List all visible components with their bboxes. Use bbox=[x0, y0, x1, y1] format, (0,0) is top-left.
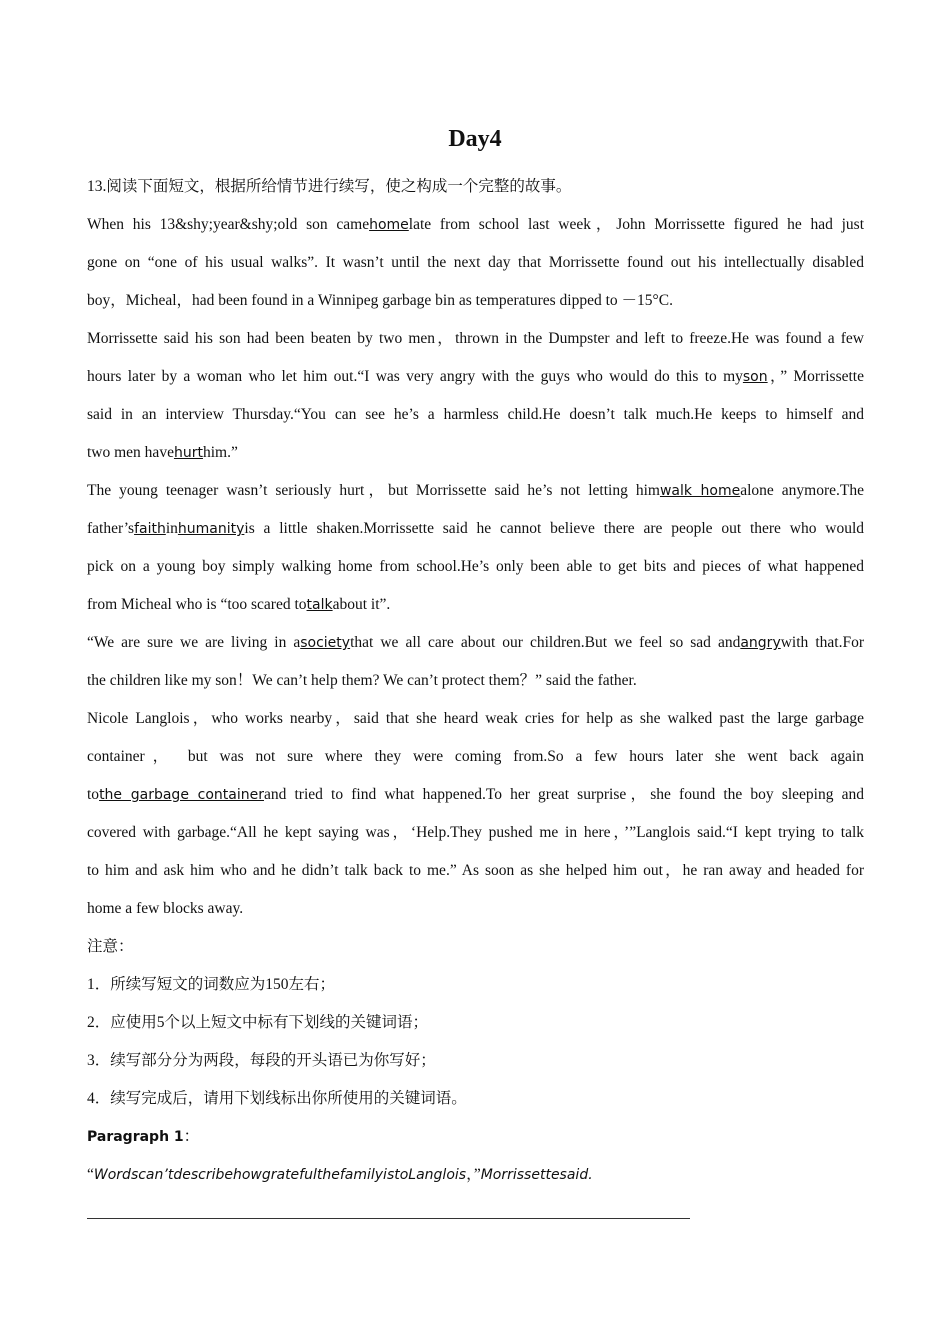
passage-line: covered with garbage.“All he kept saying was，‘Help.They pushed me in here，’”Langlois said.“I kept trying to talk bbox=[87, 824, 864, 841]
text-run: is a little shaken.Morrissette said he cannot believe there are people out there who would bbox=[244, 520, 864, 537]
opening-sentence: Wordscan’tdescribehowgratefulthefamilyistoLanglois bbox=[93, 1167, 467, 1183]
opening-attribution: Morrissettesaid bbox=[480, 1167, 589, 1183]
text-run: ，” bbox=[466, 1166, 481, 1183]
text-run: “We are sure we are living in a bbox=[87, 634, 301, 651]
passage-line bbox=[87, 586, 864, 624]
note-item: 2．应使用5个以上短文中标有下划线的关键词语； bbox=[87, 1014, 429, 1031]
text-run: hours later by a woman who let him out.“I was very angry with the guys who would do this to my bbox=[87, 368, 743, 385]
text-run: that we all care about our children.But we feel so sad and bbox=[350, 634, 741, 651]
keyword-underlined: hurt bbox=[173, 445, 203, 461]
passage-line bbox=[87, 624, 864, 662]
page-title: Day4 bbox=[448, 126, 502, 152]
keyword-underlined: society bbox=[300, 635, 351, 651]
text-run: ： bbox=[183, 1128, 200, 1145]
text-run: him.” bbox=[202, 444, 238, 461]
passage-line: home a few blocks away. bbox=[87, 900, 244, 917]
text-run: When his 13&shy;year&shy;old son came bbox=[87, 216, 370, 233]
keyword-underlined: angry bbox=[740, 635, 781, 651]
writing-line bbox=[87, 1218, 690, 1219]
text-run: . bbox=[588, 1167, 593, 1183]
passage-line bbox=[87, 206, 864, 244]
passage-line bbox=[87, 358, 864, 396]
passage-line bbox=[87, 472, 864, 510]
text-run: late from school last week，John Morrissette figured he had just bbox=[408, 216, 865, 233]
passage-line bbox=[87, 510, 864, 548]
keyword-underlined: the garbage container bbox=[99, 787, 264, 803]
passage-line: gone on “one of his usual walks”. It wasn’t until the next day that Morrissette found out his intellectually disabled bbox=[87, 254, 864, 271]
keyword-underlined: faith bbox=[134, 521, 166, 537]
text-run: in bbox=[165, 520, 178, 537]
keyword-underlined: talk bbox=[306, 597, 333, 613]
notes-heading: 注意： bbox=[87, 938, 134, 955]
text-run: and tried to find what happened.To her great surprise，she found the boy sleeping and bbox=[263, 786, 864, 803]
text-run: from Micheal who is “too scared to bbox=[87, 596, 307, 613]
passage-line bbox=[87, 434, 864, 472]
keyword-underlined: walk home bbox=[659, 483, 741, 499]
passage-line: to him and ask him who and he didn’t talk back to me.” As soon as she helped him out，he ran away and headed for bbox=[87, 862, 864, 879]
text-run: ，” Morrissette bbox=[767, 368, 864, 385]
passage-line: Nicole Langlois，who works nearby，said that she heard weak cries for help as she walked past the large garbage bbox=[87, 710, 864, 727]
text-run: alone anymore.The bbox=[740, 482, 864, 499]
text-run: to bbox=[87, 786, 100, 803]
paragraph-1-heading bbox=[87, 1118, 864, 1156]
text-run: “ bbox=[87, 1166, 94, 1183]
text-run: with that.For bbox=[780, 634, 864, 651]
document-body bbox=[87, 168, 864, 1194]
passage-line: boy，Micheal，had been found in a Winnipeg garbage bin as temperatures dipped to －15°C. bbox=[87, 292, 673, 309]
passage-line: container， but was not sure where they were coming from.So a few hours later she went back again bbox=[87, 748, 864, 765]
note-item: 4．续写完成后，请用下划线标出你所使用的关键词语。 bbox=[87, 1090, 467, 1107]
passage-line: said in an interview Thursday.“You can see he’s a harmless child.He doesn’t talk much.He keeps to himself and bbox=[87, 406, 864, 423]
text-run: two men have bbox=[87, 444, 174, 461]
keyword-underlined: son bbox=[742, 369, 768, 385]
note-item: 3．续写部分分为两段，每段的开头语已为你写好； bbox=[87, 1052, 436, 1069]
text-run: The young teenager wasn’t seriously hurt，but Morrissette said he’s not letting him bbox=[87, 482, 660, 499]
passage-line bbox=[87, 776, 864, 814]
text-run: father’s bbox=[87, 520, 135, 537]
text-run: about it”. bbox=[332, 596, 391, 613]
passage-line: the children like my son！We can’t help them? We can’t protect them？” said the father. bbox=[87, 672, 637, 689]
passage-line: Morrissette said his son had been beaten by two men，thrown in the Dumpster and left to freeze.He was found a few bbox=[87, 330, 864, 347]
note-item: 1．所续写短文的词数应为150左右； bbox=[87, 976, 336, 993]
keyword-underlined: humanity bbox=[177, 521, 245, 537]
question-prompt: 13.阅读下面短文，根据所给情节进行续写，使之构成一个完整的故事。 bbox=[87, 178, 572, 195]
passage-line: pick on a young boy simply walking home from school.He’s only been able to get bits and pieces of what happened bbox=[87, 558, 864, 575]
keyword-underlined: home bbox=[369, 217, 409, 233]
paragraph-1-opening bbox=[87, 1156, 864, 1194]
paragraph-label: Paragraph 1 bbox=[87, 1129, 184, 1145]
